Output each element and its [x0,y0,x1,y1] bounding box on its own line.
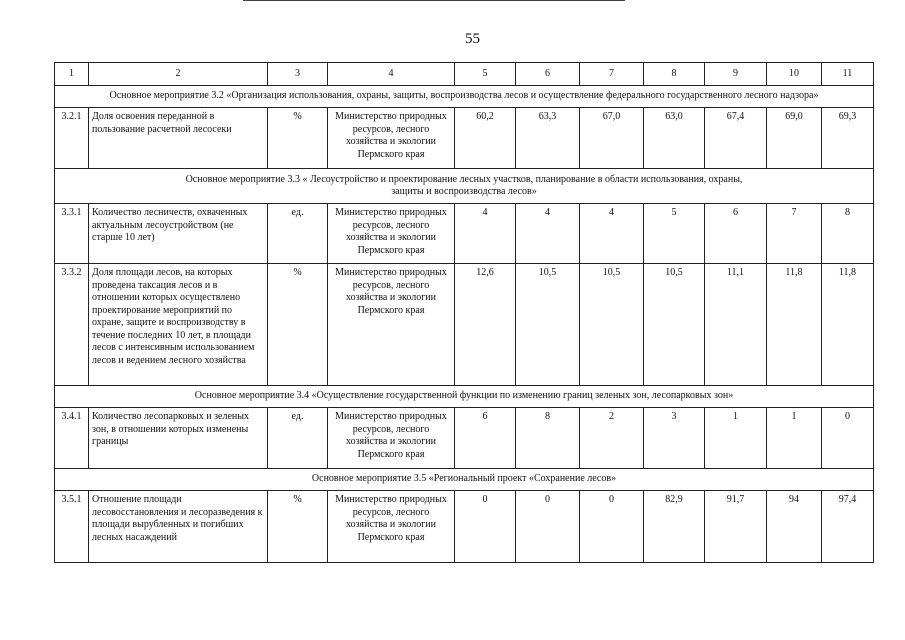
header-cell: 10 [767,63,822,86]
row-value: 1 [705,408,767,469]
row-name: Количество лесничеств, охваченных актуальным лесоустройством (не старше 10 лет) [89,204,268,264]
section-row [55,386,874,408]
header-cell: 3 [268,63,328,86]
header-cell: 7 [580,63,644,86]
row-name: Количество лесопарковых и зеленых зон, в отношении которых изменены границы [89,408,268,469]
row-responsible: Министерство природных ресурсов, лесного хозяйства и экологии Пермского края [328,204,455,264]
row-value: 60,2 [455,108,516,169]
row-unit: ед. [268,408,328,469]
table-row [55,491,874,563]
row-responsible: Министерство природных ресурсов, лесного хозяйства и экологии Пермского края [328,491,455,563]
row-name: Доля освоения переданной в пользование расчетной лесосеки [89,108,268,169]
row-value: 69,0 [767,108,822,169]
row-value: 8 [516,408,580,469]
header-row [55,63,874,86]
row-value: 91,7 [705,491,767,563]
row-value: 0 [455,491,516,563]
row-value: 10,5 [580,264,644,386]
row-code: 3.3.1 [55,204,89,264]
row-value: 2 [580,408,644,469]
header-cell: 6 [516,63,580,86]
row-value: 1 [767,408,822,469]
row-name: Отношение площади лесовосстановления и лесоразведения к площади вырубленных и погибших лесных насаждений [89,491,268,563]
row-value: 10,5 [644,264,705,386]
row-value: 3 [644,408,705,469]
table-row [55,108,874,169]
indicators-table [54,62,874,563]
section-title: Основное мероприятие 3.5 «Региональный проект «Сохранение лесов» [55,469,874,491]
section-row [55,169,874,204]
section-title: Основное мероприятие 3.3 « Лесоустройство и проектирование лесных участков, планирование в области использования, охраны, защиты и воспроизводства лесов» [55,169,874,204]
row-value: 0 [516,491,580,563]
row-value: 11,1 [705,264,767,386]
row-unit: % [268,108,328,169]
row-value: 11,8 [822,264,874,386]
section-row [55,86,874,108]
header-cell: 4 [328,63,455,86]
row-value: 4 [580,204,644,264]
header-cell: 5 [455,63,516,86]
row-value: 97,4 [822,491,874,563]
row-value: 4 [455,204,516,264]
row-value: 82,9 [644,491,705,563]
header-cell: 11 [822,63,874,86]
row-unit: % [268,491,328,563]
row-value: 63,3 [516,108,580,169]
row-value: 6 [455,408,516,469]
row-value: 63,0 [644,108,705,169]
row-value: 8 [822,204,874,264]
row-unit: ед. [268,204,328,264]
table-row [55,204,874,264]
row-value: 67,4 [705,108,767,169]
header-cell: 1 [55,63,89,86]
header-cell: 9 [705,63,767,86]
row-value: 11,8 [767,264,822,386]
table-row [55,264,874,386]
row-value: 67,0 [580,108,644,169]
row-value: 7 [767,204,822,264]
row-name: Доля площади лесов, на которых проведена таксация лесов и в отношении которых осуществлено проектирование мероприятий по охране, защите и воспроизводству в течение последних 10 лет, в площади лесов с интенсивным использованием лесов и ведением лесного хозяйства [89,264,268,386]
section-title: Основное мероприятие 3.4 «Осуществление государственной функции по изменению границ зеленых зон, лесопарковых зон» [55,386,874,408]
row-code: 3.2.1 [55,108,89,169]
row-code: 3.3.2 [55,264,89,386]
row-code: 3.4.1 [55,408,89,469]
section-row [55,469,874,491]
row-value: 94 [767,491,822,563]
row-value: 69,3 [822,108,874,169]
row-value: 0 [822,408,874,469]
row-code: 3.5.1 [55,491,89,563]
row-value: 12,6 [455,264,516,386]
row-value: 4 [516,204,580,264]
row-responsible: Министерство природных ресурсов, лесного хозяйства и экологии Пермского края [328,108,455,169]
page-number: 55 [465,31,480,47]
section-title: Основное мероприятие 3.2 «Организация использования, охраны, защиты, воспроизводства лесов и осуществление федерального государственного лесного надзора» [55,86,874,108]
row-value: 5 [644,204,705,264]
row-value: 6 [705,204,767,264]
header-cell: 2 [89,63,268,86]
row-responsible: Министерство природных ресурсов, лесного хозяйства и экологии Пермского края [328,408,455,469]
row-responsible: Министерство природных ресурсов, лесного хозяйства и экологии Пермского края [328,264,455,386]
table-row [55,408,874,469]
row-unit: % [268,264,328,386]
row-value: 10,5 [516,264,580,386]
row-value: 0 [580,491,644,563]
top-rule [243,0,625,1]
header-cell: 8 [644,63,705,86]
